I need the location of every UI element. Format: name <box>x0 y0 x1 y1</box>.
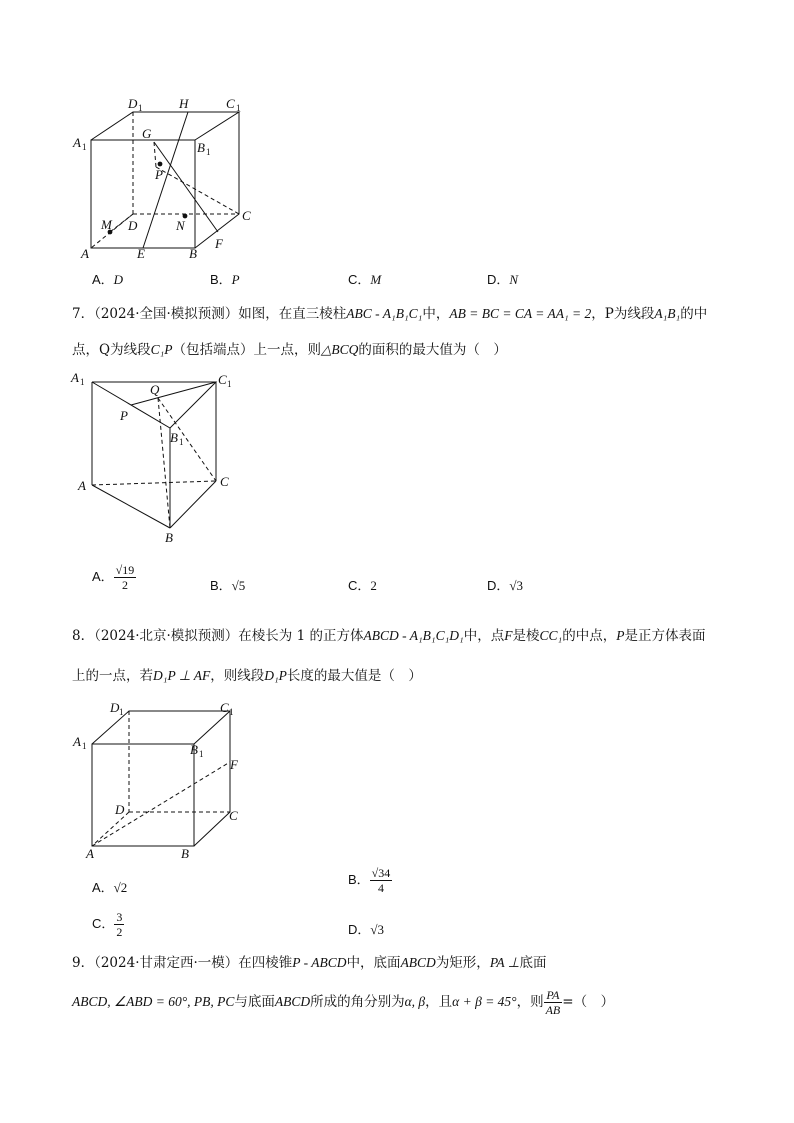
label-C: C <box>220 474 229 489</box>
label-C1-sub: 1 <box>227 379 232 389</box>
question-8-line2: 上的一点，若D₁P ⊥ AF，则线段D₁P长度的最大值是（ ） <box>72 668 422 684</box>
label-B1: B <box>197 140 205 155</box>
q7-prism-figure <box>70 370 240 550</box>
label-F: F <box>230 757 238 772</box>
label-C1: C <box>226 96 235 111</box>
label-C1-sub: 1 <box>236 103 241 113</box>
label-P: P <box>120 408 128 423</box>
label-D1-sub: 1 <box>119 707 124 717</box>
label-A1: A <box>73 135 81 150</box>
label-P: P <box>155 167 163 182</box>
label-B1-sub: 1 <box>179 437 184 447</box>
q6-option-c[interactable]: C．M <box>348 272 382 287</box>
label-D1-sub: 1 <box>138 103 143 113</box>
q8-option-d[interactable]: D．√3 <box>348 922 385 937</box>
label-A1: A <box>73 734 81 749</box>
label-Q: Q <box>150 382 160 397</box>
q7-option-c[interactable]: C．2 <box>348 578 377 593</box>
label-B1-sub: 1 <box>206 147 211 157</box>
question-7: 7．（2024·全国·模拟预测）如图，在直三棱柱ABC - A₁B₁C₁中，AB = BC = CA = AA₁ = 2，P为线段A₁B₁的中 <box>72 306 708 322</box>
q6-option-a[interactable]: A．D <box>92 272 124 287</box>
q7-option-d[interactable]: D．√3 <box>487 578 524 593</box>
label-B1-sub: 1 <box>199 749 204 759</box>
label-G: G <box>142 126 152 141</box>
label-B1: B <box>170 430 178 445</box>
label-A: A <box>81 246 89 261</box>
q8-option-b[interactable]: B． $\frac{√34}{4}$ <box>348 866 391 895</box>
label-A1: A <box>71 370 79 385</box>
label-C: C <box>242 208 251 223</box>
label-B1: B <box>190 742 198 757</box>
q7-option-b[interactable]: B．√5 <box>210 578 246 593</box>
label-A1-sub: 1 <box>82 741 87 751</box>
label-A: A <box>86 846 94 861</box>
question-9-line2: ABCD, ∠ABD = 60°, PB, PC与底面ABCD所成的角分别为α, β，且α + β = 45°，则 $\frac{PA}{AB}$ =（ ） <box>72 988 615 1017</box>
label-E: E <box>137 246 145 261</box>
label-D: D <box>128 218 138 233</box>
label-C1: C <box>220 700 229 715</box>
label-H: H <box>179 96 189 111</box>
label-C1: C <box>218 372 227 387</box>
label-C1-sub: 1 <box>229 707 234 717</box>
label-A: A <box>78 478 86 493</box>
q6-option-d[interactable]: D．N <box>487 272 519 287</box>
question-9: 9．（2024·甘肃定西·一模）在四棱锥P - ABCD中，底面ABCD为矩形，PA ⊥底面 <box>72 955 547 971</box>
label-M: M <box>101 217 112 232</box>
label-N: N <box>176 218 185 233</box>
q8-cube-figure <box>70 698 250 863</box>
q8-option-c[interactable]: C． $\frac{3}{2}$ <box>92 910 123 939</box>
label-D1: D <box>110 700 120 715</box>
label-D1: D <box>128 96 138 111</box>
label-A1-sub: 1 <box>82 142 87 152</box>
question-8: 8．（2024·北京·模拟预测）在棱长为 1 的正方体ABCD - A₁B₁C₁D₁中，点F是棱CC₁的中点，P是正方体表面 <box>72 628 706 644</box>
label-F: F <box>215 236 223 251</box>
q8-option-a[interactable]: A．√2 <box>92 880 128 895</box>
label-B: B <box>181 846 189 861</box>
q6-cube-figure <box>70 92 260 262</box>
q7-option-a[interactable]: A． $\frac{√19}{2}$ <box>92 563 135 592</box>
label-B: B <box>189 246 197 261</box>
label-C: C <box>229 808 238 823</box>
label-D: D <box>115 802 125 817</box>
label-A1-sub: 1 <box>80 377 85 387</box>
label-B: B <box>165 530 173 545</box>
q6-option-b[interactable]: B．P <box>210 272 240 287</box>
question-7-line2: 点，Q为线段C₁P（包括端点）上一点，则△BCQ的面积的最大值为（ ） <box>72 342 507 358</box>
